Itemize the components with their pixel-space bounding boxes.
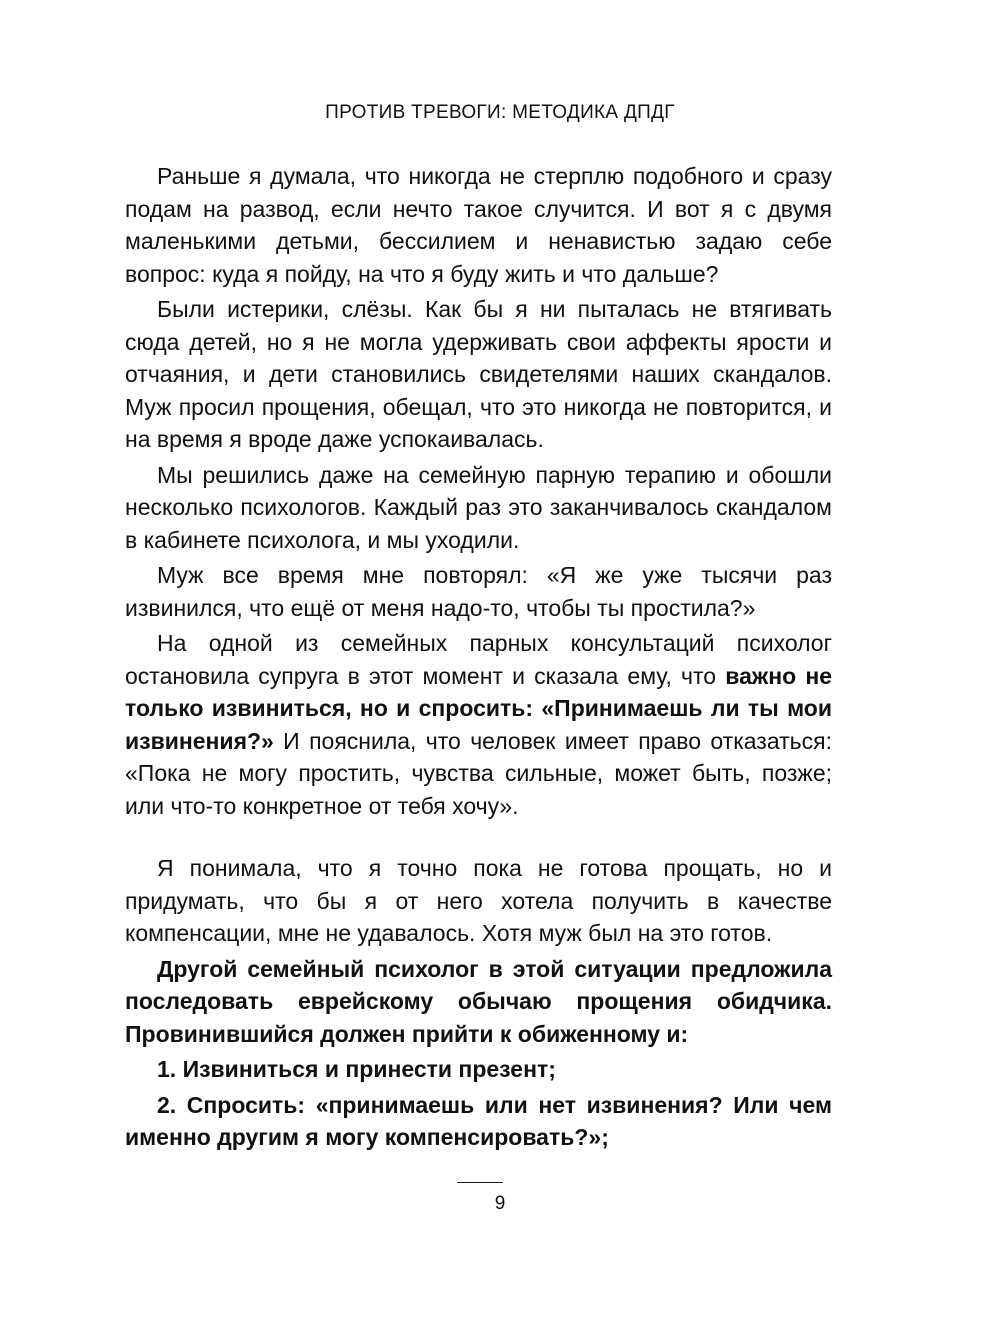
paragraph-4: Муж все время мне повторял: «Я же уже тысячи раз извинился, что ещё от меня надо-то, чтобы ты простила?» bbox=[125, 562, 832, 621]
list-item-2-bold: 2. Спросить: «принимаешь или нет извинения? Или чем именно другим я могу компенсировать?»; bbox=[125, 1091, 832, 1150]
paragraph-5 bbox=[125, 627, 832, 822]
paragraph-5-end: И пояснила, что человек имеет право отказаться: «Пока не могу простить, чувства сильные, может быть, позже; или что-то конкретное от тебя хочу». bbox=[125, 727, 832, 819]
paragraph-5-start: На одной из семейных парных консультаций психолог остановила супруга в этот момент и сказала ему, что bbox=[125, 630, 832, 689]
page-number: 9 bbox=[494, 1193, 506, 1214]
running-header: ПРОТИВ ТРЕВОГИ: МЕТОДИКА ДПДГ bbox=[325, 102, 675, 123]
paragraph-3: Мы решились даже на семейную парную терапию и обошли несколько психологов. Каждый раз это заканчивалось скандалом в кабинете психолога, и мы уходили. bbox=[125, 461, 832, 553]
paragraph-6: Я понимала, что я точно пока не готова прощать, но и придумать, что бы я от него хотела получить в качестве компенсации, мне не удавалось. Хотя муж был на это готов. bbox=[125, 855, 832, 946]
list-item-1-bold: 1. Извиниться и принести презент; bbox=[157, 1056, 556, 1082]
paragraph-1: Раньше я думала, что никогда не стерплю подобного и сразу подам на развод, если нечто такое случится. И вот я с двумя маленькими детьми, бессилием и ненавистью задаю себе вопрос: куда я пойду, на что я буду жить и что дальше? bbox=[125, 163, 832, 287]
paragraph-2: Были истерики, слёзы. Как бы я ни пыталась не втягивать сюда детей, но я не могла удерживать свои аффекты ярости и отчаяния, и дети становились свидетелями наших скандалов. Муж просил прощения, обещал, что это никогда не повторится, и на время я вроде даже успокаивалась. bbox=[125, 296, 832, 452]
page-body bbox=[125, 160, 832, 1157]
paragraph-7 bbox=[125, 953, 832, 1051]
list-item-2 bbox=[125, 1089, 832, 1154]
footer-rule bbox=[457, 1182, 503, 1183]
paragraph-5-bold: важно не только извиниться, но и спросить: «Принимаешь ли ты мои извинения?» bbox=[125, 662, 833, 754]
paragraph-7-bold: Другой семейный психолог в этой ситуации предложила последовать еврейскому обычаю прощения обидчика. Провинившийся должен прийти к обиженному и: bbox=[125, 955, 832, 1047]
list-item-1 bbox=[125, 1053, 832, 1086]
